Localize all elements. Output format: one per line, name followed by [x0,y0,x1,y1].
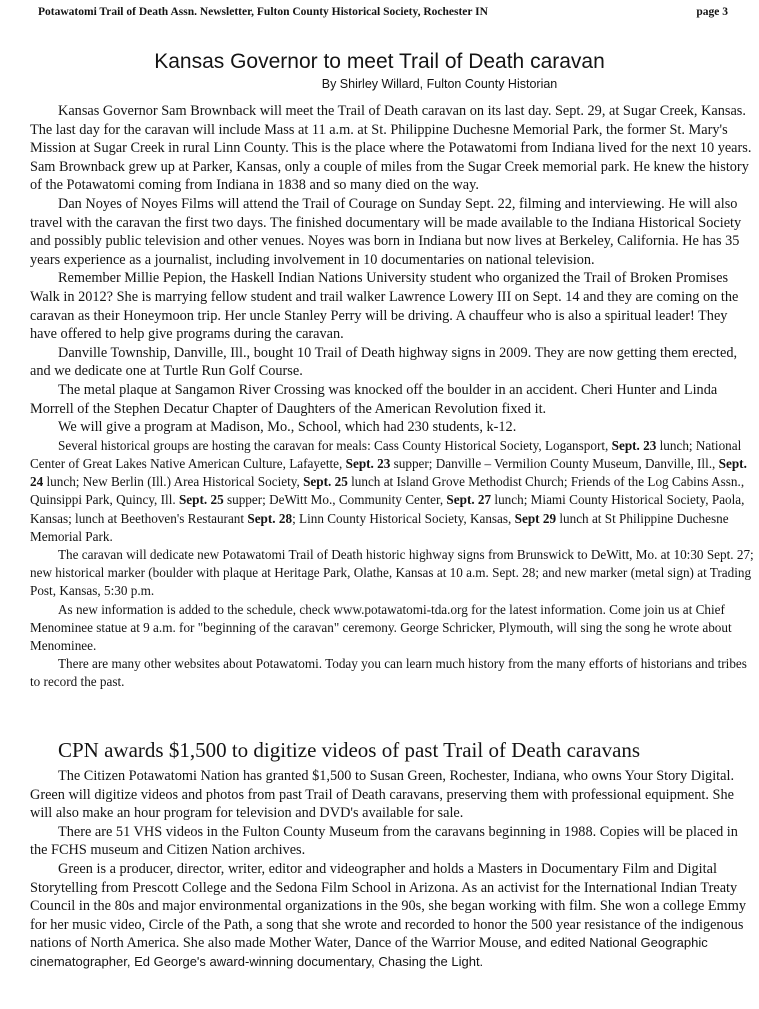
text-run: lunch; Miami County Historical Society, Paola, Kansas; lunch at Beethoven's Restaurant [30,492,745,526]
text-run: lunch at Island Grove Methodist Church; Friends of the Log Cabins Assn., Quinsippi Park, Quincy, Ill. [30,474,745,508]
date-bold: Sept. 23 [611,437,657,453]
text-run: ; Linn County Historical Society, Kansas, [292,510,515,526]
page-number: page 3 [696,6,728,18]
date-bold: Sept. 25 [303,474,348,490]
paragraph: The metal plaque at Sangamon River Crossing was knocked off the boulder in an accident. Cheri Hunter and Linda Morrell of the Stephen Decatur Chapter of Daughters of the American Revolution fixed it. [30,381,718,417]
page-header [38,6,728,18]
date-bold: Sept. 25 [178,492,224,508]
paragraph: Remember Millie Pepion, the Haskell Indian Nations University student who organized the Trail of Broken Promises Walk in 2012? She is marrying fellow student and trail walker Lawrence Lowery III on Sept. 14 and they are coming on the caravan as their Honeymoon trip. Her uncle Stanley Perry will be driving. A chauffeur who is also a spiritual leader! They have offered to help give programs during the caravan. [30,270,739,343]
paragraph: Kansas Governor Sam Brownback will meet the Trail of Death caravan on its last day. Sept. 29, at Sugar Creek, Kansas. The last day for the caravan will include Mass at 11 a.m. at St. Philippine Duchesne Memorial Park, the former St. Mary's Mission at Sugar Creek in rural Linn County. This is the place where the Potawatomi from Indiana lived for the next 10 years. Sam Brownback grew up at Parker, Kansas, only a couple of miles from the Sugar Creek memorial park. He knew the history of the Potawatomi coming from Indiana in 1838 and so many died on the way. [30,103,752,194]
article-title-kansas-governor: Kansas Governor to meet Trail of Death caravan [154,50,605,73]
date-bold: Sept. 28 [247,510,293,526]
text-run: Several historical groups are hosting the caravan for meals: Cass County Historical Society, Logansport, [58,437,612,453]
paragraph: The Citizen Potawatomi Nation has granted $1,500 to Susan Green, Rochester, Indiana, who owns Your Story Digital. Green will digitize videos and photos from past Trail of Death caravans, preserving them with professional equipment. She will also make an hour program for television and DVD's available for sale. [30,768,735,822]
text-run: supper; DeWitt Mo., Community Center, [223,492,447,508]
text-run: lunch; National Center of Great Lakes Native American Culture, Lafayette, [30,437,742,471]
article-title-cpn-awards: CPN awards $1,500 to digitize videos of past Trail of Death caravans [58,738,641,762]
text-run: lunch at St Philippine Duchesne Memorial Park. [30,510,729,544]
paragraph: Danville Township, Danville, Ill., bought 10 Trail of Death highway signs in 2009. They are now getting them erected, and we dedicate one at Turtle Run Golf Course. [30,344,738,380]
paragraph [30,860,755,972]
paragraph: There are many other websites about Potawatomi. Today you can learn much history from the many efforts of historians and tribes to record the past. [30,656,747,690]
article-body-kansas-governor [30,102,755,692]
date-bold: Sept. 23 [345,455,391,471]
text-run: supper; Danville – Vermilion County Museum, Danville, Ill., [390,455,719,471]
header-text: Potawatomi Trail of Death Assn. Newsletter, Fulton County Historical Society, Rochester IN [38,6,488,18]
paragraph: As new information is added to the schedule, check www.potawatomi-tda.org for the latest information. Come join us at Chief Menominee statue at 9 a.m. for "beginning of the caravan" ceremony. George Schricker, Plymouth, will sing the song he wrote about Menominee. [30,601,732,653]
paragraph-meal-schedule [30,437,755,546]
date-bold: Sept 29 [514,510,557,526]
text-run: lunch; New Berlin (Ill.) Area Historical Society, [43,474,304,490]
date-bold: Sept. 27 [446,492,492,508]
paragraph: Dan Noyes of Noyes Films will attend the Trail of Courage on Sunday Sept. 22, filming and interviewing. He will also travel with the caravan the first two days. The finished documentary will be made available to the Indiana Historical Society and possibly public television and other venues. Noyes was born in Indiana but now lives at Berkeley, California. He has 35 years experience as a journalist, including involvement in 10 documentaries on national television. [30,195,742,268]
article-byline: By Shirley Willard, Fulton County Historian [321,77,558,91]
text-run-sans: and edited National Geographic cinematographer, Ed George's award-winning documentary, Chasing the Light. [30,935,708,969]
paragraph: The caravan will dedicate new Potawatomi Trail of Death historic highway signs from Brunswick to DeWitt, Mo. at 10:30 Sept. 27; new historical marker (boulder with plaque at Heritage Park, Olathe, Kansas at 10 a.m. Sept. 28; and new marker (metal sign) at Trading Post, Kansas, 5:30 p.m. [30,546,754,599]
text-run: Green is a producer, director, writer, editor and videographer and holds a Masters in Documentary Film and Digital Storytelling from Prescott College and the Sedona Film School in Arizona. As an activist for the International Indian Treaty Council in the 80s and major environmental organizations in the 90s, she began working with film. She won a college Emmy for her music video, Circle of the Path, a song that she wrote and recorded to honor the 500 year resistance of the indigenous nations of North America. She also made Mother Water, Dance of the Warrior Mouse, [30,860,747,952]
paragraph: There are 51 VHS videos in the Fulton County Museum from the caravans beginning in 1988. Copies will be placed in the FCHS museum and Citizen Nation archives. [30,823,738,859]
article-body-cpn-awards [30,767,755,972]
date-bold: Sept. 24 [30,455,747,490]
paragraph: We will give a program at Madison, Mo., School, which had 230 students, k-12. [58,419,517,436]
